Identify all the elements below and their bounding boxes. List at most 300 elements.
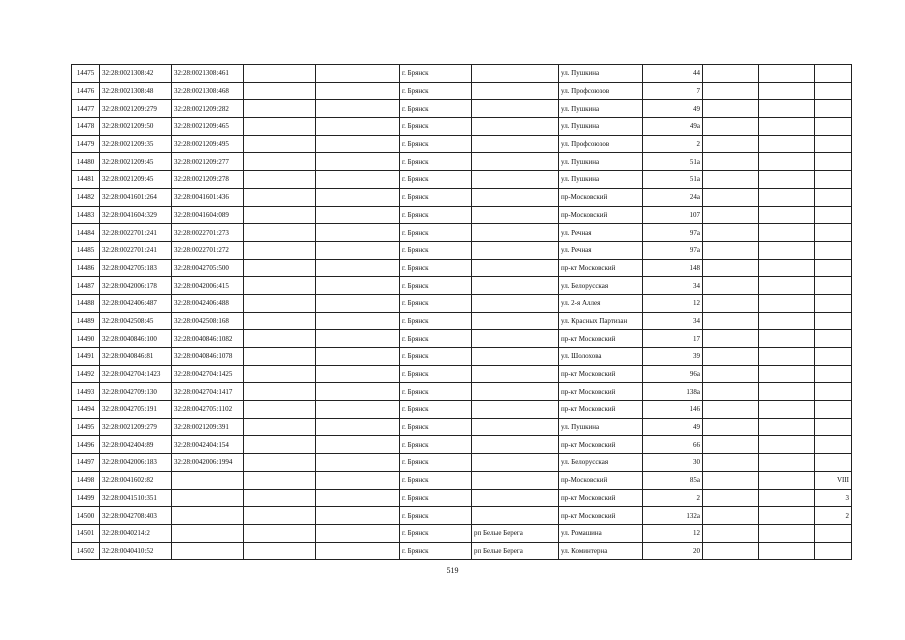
cell-empty-col-5 bbox=[316, 135, 400, 153]
cell-street: ул. Речная bbox=[559, 241, 643, 259]
cell-record-number: 14492 bbox=[72, 365, 100, 383]
cell-empty-col-4 bbox=[244, 365, 316, 383]
cell-empty-col-11 bbox=[759, 489, 815, 507]
cell-house-number: 44 bbox=[643, 65, 703, 83]
table-row bbox=[72, 100, 852, 118]
cell-empty-col-5 bbox=[316, 188, 400, 206]
cell-object-cadastral-number bbox=[172, 524, 244, 542]
cell-empty-col-4 bbox=[244, 401, 316, 419]
cell-house-number: 12 bbox=[643, 524, 703, 542]
cell-empty-col-5 bbox=[316, 348, 400, 366]
cell-house-number: 39 bbox=[643, 348, 703, 366]
cell-object-cadastral-number: 32:28:0040846:1082 bbox=[172, 330, 244, 348]
table-row bbox=[72, 348, 852, 366]
cell-object-cadastral-number: 32:28:0042404:154 bbox=[172, 436, 244, 454]
cell-street: пр-кт Московский bbox=[559, 489, 643, 507]
cell-empty-col-11 bbox=[759, 348, 815, 366]
cell-apartment: 3 bbox=[815, 489, 852, 507]
cell-empty-col-10 bbox=[703, 65, 759, 83]
cell-settlement bbox=[472, 330, 559, 348]
table-row bbox=[72, 153, 852, 171]
cell-street: пр-Московский bbox=[559, 471, 643, 489]
cell-settlement bbox=[472, 171, 559, 189]
cell-empty-col-11 bbox=[759, 383, 815, 401]
cell-empty-col-11 bbox=[759, 454, 815, 472]
cell-city: г. Брянск bbox=[400, 489, 472, 507]
cell-settlement bbox=[472, 118, 559, 136]
table-row bbox=[72, 312, 852, 330]
cell-empty-col-5 bbox=[316, 294, 400, 312]
cell-object-cadastral-number: 32:28:0042508:168 bbox=[172, 312, 244, 330]
cell-apartment bbox=[815, 277, 852, 295]
cell-cadastral-number: 32:28:0040410:52 bbox=[100, 542, 172, 560]
cell-settlement bbox=[472, 312, 559, 330]
cell-empty-col-5 bbox=[316, 153, 400, 171]
cell-city: г. Брянск bbox=[400, 471, 472, 489]
cell-house-number: 2 bbox=[643, 135, 703, 153]
cell-empty-col-5 bbox=[316, 524, 400, 542]
cell-house-number: 49а bbox=[643, 118, 703, 136]
cell-record-number: 14478 bbox=[72, 118, 100, 136]
cell-empty-col-10 bbox=[703, 312, 759, 330]
cell-empty-col-11 bbox=[759, 82, 815, 100]
cell-empty-col-11 bbox=[759, 312, 815, 330]
cell-record-number: 14485 bbox=[72, 241, 100, 259]
cell-street: ул. Красных Партизан bbox=[559, 312, 643, 330]
cell-empty-col-10 bbox=[703, 206, 759, 224]
cell-street: пр-кт Московский bbox=[559, 507, 643, 525]
cell-object-cadastral-number: 32:28:0022701:272 bbox=[172, 241, 244, 259]
cell-empty-col-10 bbox=[703, 383, 759, 401]
cell-street: ул. Ромашина bbox=[559, 524, 643, 542]
cell-cadastral-number: 32:28:0041604:329 bbox=[100, 206, 172, 224]
cell-settlement bbox=[472, 259, 559, 277]
cell-empty-col-10 bbox=[703, 348, 759, 366]
cell-empty-col-4 bbox=[244, 383, 316, 401]
cell-empty-col-11 bbox=[759, 188, 815, 206]
cell-city: г. Брянск bbox=[400, 542, 472, 560]
cell-object-cadastral-number: 32:28:0042406:488 bbox=[172, 294, 244, 312]
cell-house-number: 85а bbox=[643, 471, 703, 489]
cell-apartment: VIII bbox=[815, 471, 852, 489]
cell-house-number: 138а bbox=[643, 383, 703, 401]
page-number: 519 bbox=[446, 566, 459, 575]
cell-cadastral-number: 32:28:0040846:81 bbox=[100, 348, 172, 366]
cell-house-number: 146 bbox=[643, 401, 703, 419]
cell-record-number: 14498 bbox=[72, 471, 100, 489]
cell-cadastral-number: 32:28:0021308:42 bbox=[100, 65, 172, 83]
cell-settlement bbox=[472, 100, 559, 118]
table-row bbox=[72, 401, 852, 419]
table-row bbox=[72, 135, 852, 153]
cell-object-cadastral-number: 32:28:0021209:277 bbox=[172, 153, 244, 171]
cell-empty-col-10 bbox=[703, 100, 759, 118]
cell-street: ул. Профсоюзов bbox=[559, 82, 643, 100]
cell-city: г. Брянск bbox=[400, 171, 472, 189]
cell-empty-col-11 bbox=[759, 436, 815, 454]
cell-apartment bbox=[815, 524, 852, 542]
cell-street: ул. Пушкина bbox=[559, 118, 643, 136]
cell-record-number: 14479 bbox=[72, 135, 100, 153]
cell-record-number: 14493 bbox=[72, 383, 100, 401]
cell-empty-col-11 bbox=[759, 418, 815, 436]
table-row bbox=[72, 365, 852, 383]
cell-empty-col-4 bbox=[244, 489, 316, 507]
cell-cadastral-number: 32:28:0040214:2 bbox=[100, 524, 172, 542]
cell-street: ул. Пушкина bbox=[559, 418, 643, 436]
cell-empty-col-10 bbox=[703, 524, 759, 542]
cell-settlement bbox=[472, 436, 559, 454]
cell-empty-col-10 bbox=[703, 418, 759, 436]
table-row bbox=[72, 171, 852, 189]
cell-house-number: 12 bbox=[643, 294, 703, 312]
address-register-table bbox=[71, 64, 852, 560]
cell-apartment bbox=[815, 118, 852, 136]
table-row bbox=[72, 224, 852, 242]
cell-empty-col-5 bbox=[316, 542, 400, 560]
cell-settlement bbox=[472, 188, 559, 206]
cell-cadastral-number: 32:28:0041601:264 bbox=[100, 188, 172, 206]
cell-empty-col-11 bbox=[759, 365, 815, 383]
cell-empty-col-10 bbox=[703, 135, 759, 153]
cell-empty-col-4 bbox=[244, 471, 316, 489]
cell-record-number: 14476 bbox=[72, 82, 100, 100]
cell-empty-col-10 bbox=[703, 454, 759, 472]
cell-settlement bbox=[472, 153, 559, 171]
cell-object-cadastral-number: 32:28:0021308:461 bbox=[172, 65, 244, 83]
cell-city: г. Брянск bbox=[400, 118, 472, 136]
cell-cadastral-number: 32:28:0021209:45 bbox=[100, 153, 172, 171]
cell-record-number: 14475 bbox=[72, 65, 100, 83]
cell-record-number: 14496 bbox=[72, 436, 100, 454]
cell-house-number: 132а bbox=[643, 507, 703, 525]
cell-street: ул. Пушкина bbox=[559, 65, 643, 83]
cell-empty-col-11 bbox=[759, 224, 815, 242]
cell-empty-col-4 bbox=[244, 224, 316, 242]
cell-apartment bbox=[815, 135, 852, 153]
cell-house-number: 7 bbox=[643, 82, 703, 100]
cell-empty-col-11 bbox=[759, 206, 815, 224]
cell-cadastral-number: 32:28:0040846:100 bbox=[100, 330, 172, 348]
cell-city: г. Брянск bbox=[400, 365, 472, 383]
cell-empty-col-4 bbox=[244, 100, 316, 118]
cell-apartment: 2 bbox=[815, 507, 852, 525]
cell-record-number: 14497 bbox=[72, 454, 100, 472]
cell-cadastral-number: 32:28:0041510:351 bbox=[100, 489, 172, 507]
table-row bbox=[72, 241, 852, 259]
cell-record-number: 14481 bbox=[72, 171, 100, 189]
cell-empty-col-10 bbox=[703, 259, 759, 277]
cell-street: пр-кт Московский bbox=[559, 365, 643, 383]
table-row bbox=[72, 259, 852, 277]
cell-street: ул. Пушкина bbox=[559, 100, 643, 118]
cell-settlement bbox=[472, 135, 559, 153]
cell-empty-col-4 bbox=[244, 507, 316, 525]
cell-object-cadastral-number: 32:28:0041601:436 bbox=[172, 188, 244, 206]
cell-empty-col-4 bbox=[244, 259, 316, 277]
cell-empty-col-4 bbox=[244, 418, 316, 436]
cell-cadastral-number: 32:28:0042708:403 bbox=[100, 507, 172, 525]
cell-empty-col-4 bbox=[244, 542, 316, 560]
cell-object-cadastral-number: 32:28:0021209:282 bbox=[172, 100, 244, 118]
cell-empty-col-5 bbox=[316, 259, 400, 277]
cell-city: г. Брянск bbox=[400, 188, 472, 206]
cell-record-number: 14499 bbox=[72, 489, 100, 507]
cell-city: г. Брянск bbox=[400, 436, 472, 454]
table-row bbox=[72, 206, 852, 224]
cell-apartment bbox=[815, 348, 852, 366]
cell-empty-col-11 bbox=[759, 471, 815, 489]
cell-apartment bbox=[815, 418, 852, 436]
cell-empty-col-10 bbox=[703, 82, 759, 100]
cell-street: пр-Московский bbox=[559, 206, 643, 224]
cell-apartment bbox=[815, 171, 852, 189]
cell-empty-col-11 bbox=[759, 401, 815, 419]
cell-apartment bbox=[815, 383, 852, 401]
cell-object-cadastral-number: 32:28:0021209:495 bbox=[172, 135, 244, 153]
table-row bbox=[72, 277, 852, 295]
cell-empty-col-5 bbox=[316, 82, 400, 100]
cell-street: пр-кт Московский bbox=[559, 436, 643, 454]
cell-cadastral-number: 32:28:0042006:183 bbox=[100, 454, 172, 472]
cell-empty-col-11 bbox=[759, 65, 815, 83]
cell-record-number: 14484 bbox=[72, 224, 100, 242]
cell-object-cadastral-number: 32:28:0041604:089 bbox=[172, 206, 244, 224]
cell-empty-col-5 bbox=[316, 401, 400, 419]
cell-empty-col-5 bbox=[316, 330, 400, 348]
cell-object-cadastral-number: 32:28:0042704:1417 bbox=[172, 383, 244, 401]
cell-empty-col-10 bbox=[703, 277, 759, 295]
cell-object-cadastral-number: 32:28:0021209:278 bbox=[172, 171, 244, 189]
cell-record-number: 14489 bbox=[72, 312, 100, 330]
cell-house-number: 24а bbox=[643, 188, 703, 206]
cell-empty-col-10 bbox=[703, 330, 759, 348]
cell-cadastral-number: 32:28:0021209:45 bbox=[100, 171, 172, 189]
cell-cadastral-number: 32:28:0042705:191 bbox=[100, 401, 172, 419]
cell-city: г. Брянск bbox=[400, 224, 472, 242]
cell-apartment bbox=[815, 294, 852, 312]
cell-record-number: 14480 bbox=[72, 153, 100, 171]
cell-apartment bbox=[815, 330, 852, 348]
cell-house-number: 30 bbox=[643, 454, 703, 472]
cell-apartment bbox=[815, 454, 852, 472]
cell-city: г. Брянск bbox=[400, 82, 472, 100]
cell-empty-col-4 bbox=[244, 82, 316, 100]
cell-empty-col-4 bbox=[244, 153, 316, 171]
cell-settlement bbox=[472, 418, 559, 436]
cell-cadastral-number: 32:28:0042406:487 bbox=[100, 294, 172, 312]
cell-empty-col-10 bbox=[703, 241, 759, 259]
cell-city: г. Брянск bbox=[400, 100, 472, 118]
cell-cadastral-number: 32:28:0042006:178 bbox=[100, 277, 172, 295]
table-row bbox=[72, 454, 852, 472]
cell-settlement bbox=[472, 277, 559, 295]
cell-object-cadastral-number: 32:28:0042704:1425 bbox=[172, 365, 244, 383]
cell-empty-col-11 bbox=[759, 507, 815, 525]
cell-empty-col-5 bbox=[316, 241, 400, 259]
cell-empty-col-11 bbox=[759, 277, 815, 295]
cell-empty-col-10 bbox=[703, 365, 759, 383]
cell-city: г. Брянск bbox=[400, 330, 472, 348]
cell-house-number: 107 bbox=[643, 206, 703, 224]
cell-city: г. Брянск bbox=[400, 206, 472, 224]
cell-cadastral-number: 32:28:0042705:183 bbox=[100, 259, 172, 277]
cell-record-number: 14501 bbox=[72, 524, 100, 542]
cell-settlement: рп Белые Берега bbox=[472, 542, 559, 560]
cell-record-number: 14482 bbox=[72, 188, 100, 206]
cell-city: г. Брянск bbox=[400, 294, 472, 312]
table-row bbox=[72, 471, 852, 489]
cell-street: ул. 2-я Аллея bbox=[559, 294, 643, 312]
cell-empty-col-4 bbox=[244, 188, 316, 206]
cell-settlement bbox=[472, 206, 559, 224]
cell-empty-col-11 bbox=[759, 153, 815, 171]
cell-city: г. Брянск bbox=[400, 277, 472, 295]
cell-record-number: 14487 bbox=[72, 277, 100, 295]
cell-empty-col-5 bbox=[316, 383, 400, 401]
cell-cadastral-number: 32:28:0021209:35 bbox=[100, 135, 172, 153]
cell-empty-col-11 bbox=[759, 294, 815, 312]
cell-house-number: 20 bbox=[643, 542, 703, 560]
cell-empty-col-5 bbox=[316, 471, 400, 489]
cell-cadastral-number: 32:28:0021209:279 bbox=[100, 100, 172, 118]
cell-house-number: 96а bbox=[643, 365, 703, 383]
cell-house-number: 97а bbox=[643, 241, 703, 259]
cell-apartment bbox=[815, 82, 852, 100]
cell-object-cadastral-number: 32:28:0042705:1102 bbox=[172, 401, 244, 419]
cell-empty-col-5 bbox=[316, 454, 400, 472]
cell-settlement: рп Белые Берега bbox=[472, 524, 559, 542]
cell-cadastral-number: 32:28:0041602:82 bbox=[100, 471, 172, 489]
cell-object-cadastral-number: 32:28:0042705:500 bbox=[172, 259, 244, 277]
cell-house-number: 51а bbox=[643, 153, 703, 171]
cell-city: г. Брянск bbox=[400, 418, 472, 436]
table-row bbox=[72, 330, 852, 348]
cell-cadastral-number: 32:28:0042709:130 bbox=[100, 383, 172, 401]
cell-empty-col-11 bbox=[759, 100, 815, 118]
cell-empty-col-5 bbox=[316, 277, 400, 295]
cell-object-cadastral-number: 32:28:0021308:468 bbox=[172, 82, 244, 100]
table-row bbox=[72, 383, 852, 401]
cell-empty-col-4 bbox=[244, 65, 316, 83]
cell-city: г. Брянск bbox=[400, 259, 472, 277]
cell-house-number: 2 bbox=[643, 489, 703, 507]
table-row bbox=[72, 489, 852, 507]
cell-apartment bbox=[815, 188, 852, 206]
table-row bbox=[72, 294, 852, 312]
cell-street: пр-Московский bbox=[559, 188, 643, 206]
cell-empty-col-11 bbox=[759, 524, 815, 542]
cell-empty-col-10 bbox=[703, 489, 759, 507]
cell-street: ул. Белорусская bbox=[559, 454, 643, 472]
cell-empty-col-10 bbox=[703, 507, 759, 525]
cell-street: ул. Коминтерна bbox=[559, 542, 643, 560]
cell-record-number: 14500 bbox=[72, 507, 100, 525]
cell-apartment bbox=[815, 365, 852, 383]
table-row bbox=[72, 418, 852, 436]
cell-empty-col-4 bbox=[244, 171, 316, 189]
cell-settlement bbox=[472, 241, 559, 259]
cell-record-number: 14495 bbox=[72, 418, 100, 436]
cell-house-number: 34 bbox=[643, 312, 703, 330]
cell-apartment bbox=[815, 153, 852, 171]
cell-empty-col-10 bbox=[703, 401, 759, 419]
cell-empty-col-4 bbox=[244, 206, 316, 224]
cell-cadastral-number: 32:28:0042404:89 bbox=[100, 436, 172, 454]
cell-empty-col-5 bbox=[316, 418, 400, 436]
cell-cadastral-number: 32:28:0042704:1423 bbox=[100, 365, 172, 383]
cell-empty-col-10 bbox=[703, 171, 759, 189]
cell-city: г. Брянск bbox=[400, 454, 472, 472]
cell-cadastral-number: 32:28:0021308:48 bbox=[100, 82, 172, 100]
table-row bbox=[72, 118, 852, 136]
cell-object-cadastral-number: 32:28:0040846:1078 bbox=[172, 348, 244, 366]
cell-object-cadastral-number: 32:28:0042006:415 bbox=[172, 277, 244, 295]
cell-empty-col-4 bbox=[244, 312, 316, 330]
cell-empty-col-10 bbox=[703, 224, 759, 242]
cell-empty-col-4 bbox=[244, 241, 316, 259]
cell-settlement bbox=[472, 82, 559, 100]
cell-house-number: 17 bbox=[643, 330, 703, 348]
cell-empty-col-5 bbox=[316, 118, 400, 136]
cell-apartment bbox=[815, 65, 852, 83]
cell-settlement bbox=[472, 401, 559, 419]
cell-street: ул. Белорусская bbox=[559, 277, 643, 295]
cell-cadastral-number: 32:28:0021209:279 bbox=[100, 418, 172, 436]
cell-street: пр-кт Московский bbox=[559, 401, 643, 419]
cell-settlement bbox=[472, 383, 559, 401]
cell-street: ул. Профсоюзов bbox=[559, 135, 643, 153]
cell-house-number: 51а bbox=[643, 171, 703, 189]
cell-empty-col-11 bbox=[759, 259, 815, 277]
cell-street: ул. Речная bbox=[559, 224, 643, 242]
cell-street: пр-кт Московский bbox=[559, 259, 643, 277]
cell-apartment bbox=[815, 224, 852, 242]
cell-empty-col-11 bbox=[759, 118, 815, 136]
table-row bbox=[72, 82, 852, 100]
cell-cadastral-number: 32:28:0042508:45 bbox=[100, 312, 172, 330]
cell-city: г. Брянск bbox=[400, 241, 472, 259]
cell-empty-col-4 bbox=[244, 118, 316, 136]
cell-city: г. Брянск bbox=[400, 312, 472, 330]
cell-object-cadastral-number: 32:28:0021209:465 bbox=[172, 118, 244, 136]
cell-apartment bbox=[815, 206, 852, 224]
cell-apartment bbox=[815, 542, 852, 560]
table-row bbox=[72, 436, 852, 454]
cell-house-number: 34 bbox=[643, 277, 703, 295]
cell-settlement bbox=[472, 65, 559, 83]
cell-empty-col-10 bbox=[703, 542, 759, 560]
cell-settlement bbox=[472, 507, 559, 525]
cell-empty-col-5 bbox=[316, 65, 400, 83]
cell-empty-col-10 bbox=[703, 188, 759, 206]
cell-record-number: 14491 bbox=[72, 348, 100, 366]
cell-apartment bbox=[815, 259, 852, 277]
cell-object-cadastral-number bbox=[172, 507, 244, 525]
cell-house-number: 97а bbox=[643, 224, 703, 242]
cell-record-number: 14477 bbox=[72, 100, 100, 118]
cell-object-cadastral-number bbox=[172, 542, 244, 560]
cell-cadastral-number: 32:28:0022701:241 bbox=[100, 241, 172, 259]
cell-city: г. Брянск bbox=[400, 65, 472, 83]
cell-city: г. Брянск bbox=[400, 348, 472, 366]
cell-city: г. Брянск bbox=[400, 524, 472, 542]
cell-empty-col-4 bbox=[244, 294, 316, 312]
cell-empty-col-10 bbox=[703, 118, 759, 136]
cell-settlement bbox=[472, 224, 559, 242]
cell-city: г. Брянск bbox=[400, 383, 472, 401]
cell-street: ул. Пушкина bbox=[559, 171, 643, 189]
